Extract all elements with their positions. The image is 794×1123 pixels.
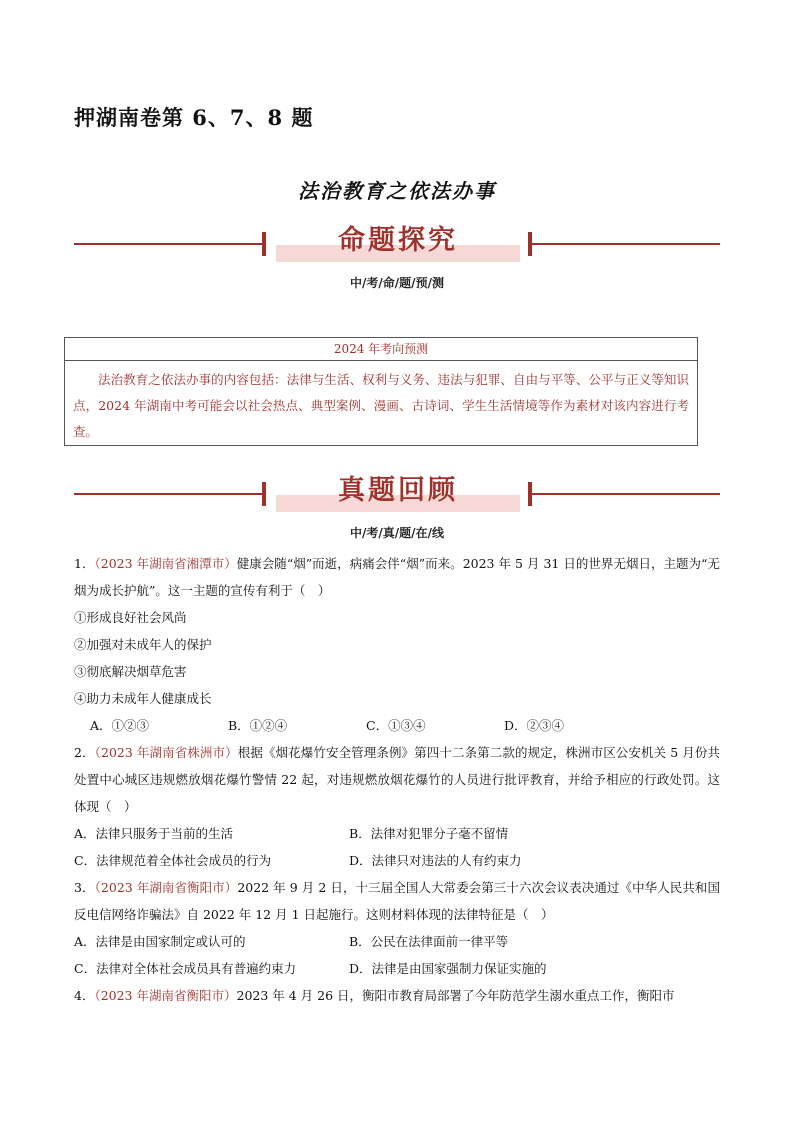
answer-options [74, 820, 720, 847]
page-title: 押湖南卷第 6、7、8 题 [74, 105, 314, 130]
banner-label: 命题探究 [338, 225, 458, 256]
question-source: （2023 年湖南省衡阳市） [94, 880, 238, 895]
page-subtitle: 法治教育之依法办事 [298, 179, 496, 203]
question-stem: 2022 年 9 月 2 日，十三届全国人大常委会第三十六次会议表决通过《中华人民共和国反电信网络诈骗法》自 2022 年 12 月 1 日起施行。这则材料体现的法律特征是（ ） [74, 880, 720, 922]
option-a: A．①②③ [90, 718, 150, 733]
option-c: C．法律规范着全体社会成员的行为 [74, 853, 272, 868]
question-number: 3． [74, 880, 95, 895]
question-stem: 根据《烟花爆竹安全管理条例》第四十二条第二款的规定，株洲市区公安机关 5 月份共处置中心城区违规燃放烟花爆竹警情 22 起，对违规燃放烟花爆竹的人员进行批评教育，并给予相应的行政处罚。这体现（ ） [74, 745, 721, 814]
question-4 [74, 982, 720, 1009]
banner-bar-left [262, 232, 266, 256]
prediction-body: 法治教育之依法办事的内容包括：法律与生活、权利与义务、违法与犯罪、自由与平等、公平与正义等知识点，2024 年湖南中考可能会以社会热点、典型案例、漫画、古诗词、学生生活情境等作为素材对该内容进行考查。 [73, 372, 689, 439]
statement-item: ③彻底解决烟草危害 [74, 664, 187, 679]
option-c: C．法律对全体社会成员具有普遍约束力 [74, 961, 297, 976]
banner-label-box [276, 224, 520, 262]
question-number: 1． [74, 556, 95, 571]
option-a: A．法律只服务于当前的生活 [74, 826, 234, 841]
option-b: B．①②④ [228, 718, 288, 733]
option-d: D．法律是由国家强制力保证实施的 [349, 961, 547, 976]
question-1 [74, 550, 720, 604]
prediction-heading: 2024 年考向预测 [65, 338, 697, 361]
option-b: B．公民在法律面前一律平等 [349, 934, 509, 949]
section-banner-exploration [74, 222, 720, 266]
option-c: C．①③④ [366, 718, 426, 733]
banner-subtitle: 中/考/命/题/预/测 [350, 276, 444, 290]
banner-line-right [530, 493, 720, 495]
answer-options [74, 955, 720, 982]
statement-item: ②加强对未成年人的保护 [74, 637, 212, 652]
banner-label-box [276, 474, 520, 512]
banner-subtitle: 中/考/真/题/在/线 [350, 526, 444, 540]
option-d: D．②③④ [504, 718, 565, 733]
banner-line-left [74, 493, 264, 495]
answer-options [74, 928, 720, 955]
option-d: D．法律只对违法的人有约束力 [349, 853, 522, 868]
question-3 [74, 874, 720, 928]
answer-options [74, 847, 720, 874]
option-a: A．法律是由国家制定或认可的 [74, 934, 246, 949]
question-source: （2023 年湖南省湘潭市） [94, 556, 237, 571]
question-source: （2023 年湖南省株洲市） [94, 745, 238, 760]
prediction-box [64, 337, 698, 446]
question-number: 4． [74, 988, 95, 1003]
statement-item: ④助力未成年人健康成长 [74, 691, 212, 706]
banner-label: 真题回顾 [338, 475, 458, 506]
banner-line-right [530, 243, 720, 245]
statement-item: ①形成良好社会风尚 [74, 610, 187, 625]
answer-options [74, 712, 720, 739]
section-banner-review [74, 472, 720, 516]
question-source: （2023 年湖南省衡阳市） [94, 988, 237, 1003]
question-2 [74, 739, 720, 820]
question-list [74, 550, 720, 1009]
banner-bar-left [262, 482, 266, 506]
option-b: B．法律对犯罪分子毫不留情 [349, 826, 509, 841]
banner-line-left [74, 243, 264, 245]
question-stem: 健康会随“烟”而逝，病痛会伴“烟”而来。2023 年 5 月 31 日的世界无烟日，主题为“无烟为成长护航”。这一主题的宣传有利于（ ） [74, 556, 720, 598]
question-number: 2． [74, 745, 95, 760]
question-stem: 2023 年 4 月 26 日，衡阳市教育局部署了今年防范学生溺水重点工作，衡阳市 [236, 988, 675, 1003]
